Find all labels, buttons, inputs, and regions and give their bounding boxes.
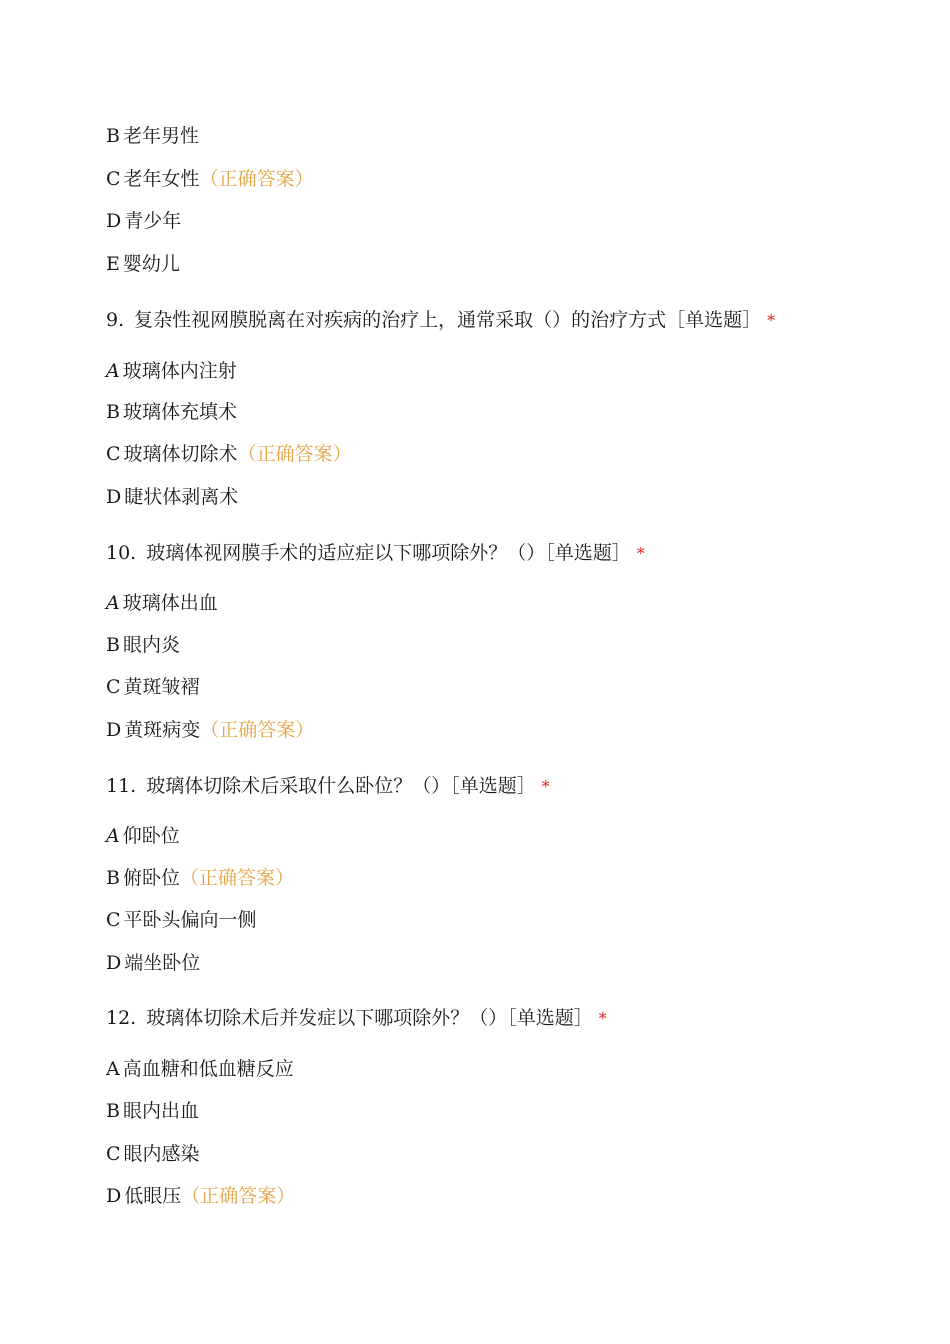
option-text: 玻璃体切除术: [123, 443, 238, 465]
question-text: 玻璃体切除术后采取什么卧位？（）［单选题］: [146, 775, 536, 797]
question-number: 11.: [106, 775, 137, 797]
option-letter: C: [106, 909, 121, 931]
option-text: 青少年: [124, 210, 182, 232]
option-11-b: [106, 866, 294, 890]
option-10-c: [106, 675, 200, 699]
question-9-title: [106, 308, 775, 333]
correct-answer-tag: （正确答案）: [199, 168, 314, 190]
option-letter: A: [106, 360, 120, 382]
option-text: 俯卧位: [122, 867, 180, 889]
question-number: 12.: [106, 1007, 137, 1029]
required-asterisk: *: [636, 544, 645, 563]
option-text: 玻璃体出血: [122, 592, 218, 614]
option-letter: D: [106, 719, 122, 741]
option-text: 高血糖和低血糖反应: [122, 1058, 294, 1080]
option-12-c: [106, 1142, 200, 1166]
option-letter: A: [106, 1058, 120, 1080]
option-letter: D: [106, 952, 122, 974]
option-letter: D: [106, 1185, 122, 1207]
option-text: 眼内感染: [123, 1143, 200, 1165]
option-text: 眼内出血: [122, 1100, 199, 1122]
option-8-b: [106, 124, 199, 148]
option-8-e: [106, 252, 180, 276]
option-letter: B: [106, 401, 120, 423]
option-text: 黄斑皱褶: [123, 676, 200, 698]
option-text: 黄斑病变: [124, 719, 201, 741]
option-10-d: [106, 718, 314, 742]
option-letter: B: [106, 634, 120, 656]
question-11-title: [106, 774, 550, 799]
question-number: 10.: [106, 542, 137, 564]
option-12-b: [106, 1099, 199, 1123]
option-11-a: [106, 824, 180, 848]
option-text: 眼内炎: [122, 634, 180, 656]
option-text: 端坐卧位: [124, 952, 201, 974]
correct-answer-tag: （正确答案）: [200, 719, 315, 741]
option-text: 仰卧位: [122, 825, 180, 847]
option-8-d: [106, 209, 181, 233]
required-asterisk: *: [767, 311, 776, 330]
option-letter: D: [106, 486, 122, 508]
question-10-title: [106, 541, 645, 566]
option-letter: B: [106, 1100, 120, 1122]
option-letter: C: [106, 443, 121, 465]
option-letter: B: [106, 867, 120, 889]
option-10-b: [106, 633, 180, 657]
option-text: 老年男性: [122, 125, 199, 147]
option-9-c: [106, 442, 352, 466]
option-text: 婴幼儿: [122, 253, 180, 275]
option-letter: C: [106, 168, 121, 190]
question-text: 玻璃体切除术后并发症以下哪项除外？（）［单选题］: [146, 1007, 593, 1029]
option-11-c: [106, 908, 257, 932]
option-12-a: [106, 1057, 294, 1081]
required-asterisk: *: [541, 777, 550, 796]
option-11-d: [106, 951, 200, 975]
option-text: 低眼压: [124, 1185, 182, 1207]
option-9-b: [106, 400, 237, 424]
option-text: 睫状体剥离术: [124, 486, 239, 508]
option-8-c: [106, 167, 314, 191]
correct-answer-tag: （正确答案）: [181, 1185, 296, 1207]
option-letter: E: [106, 253, 120, 275]
option-9-d: [106, 485, 238, 509]
option-letter: B: [106, 125, 120, 147]
option-12-d: [106, 1184, 295, 1208]
required-asterisk: *: [598, 1009, 607, 1028]
option-9-a: [106, 359, 237, 383]
option-text: 平卧头偏向一侧: [123, 909, 257, 931]
option-letter: A: [106, 825, 120, 847]
question-12-title: [106, 1006, 607, 1031]
question-text: 复杂性视网膜脱离在对疾病的治疗上，通常采取（）的治疗方式［单选题］: [134, 309, 762, 331]
correct-answer-tag: （正确答案）: [237, 443, 352, 465]
option-letter: C: [106, 1143, 121, 1165]
question-number: 9.: [106, 309, 125, 331]
option-text: 老年女性: [123, 168, 200, 190]
option-text: 玻璃体充填术: [122, 401, 237, 423]
option-letter: A: [106, 592, 120, 614]
correct-answer-tag: （正确答案）: [179, 867, 294, 889]
option-10-a: [106, 591, 218, 615]
question-text: 玻璃体视网膜手术的适应症以下哪项除外？（）［单选题］: [146, 542, 631, 564]
option-text: 玻璃体内注射: [122, 360, 237, 382]
option-letter: D: [106, 210, 122, 232]
option-letter: C: [106, 676, 121, 698]
